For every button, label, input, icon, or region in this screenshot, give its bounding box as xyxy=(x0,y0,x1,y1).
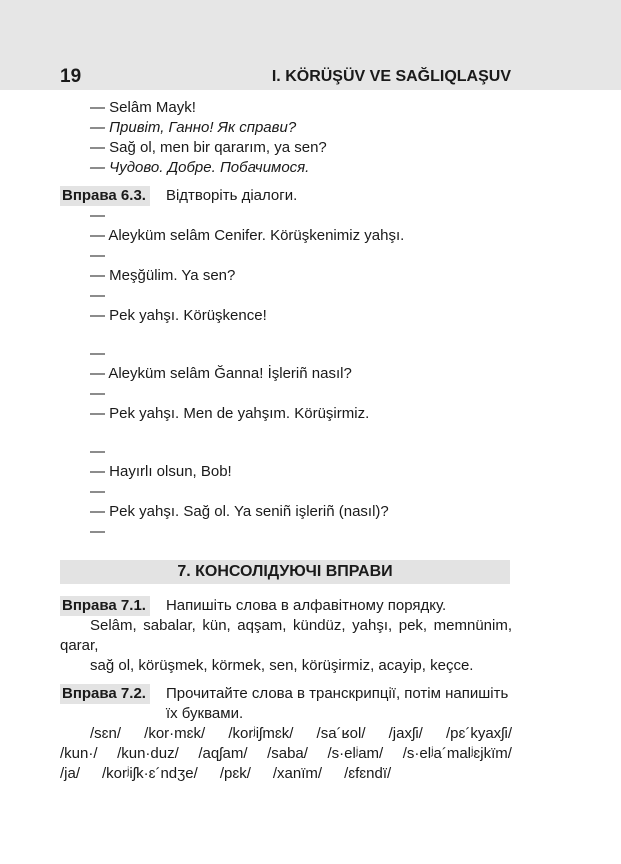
transcription-item: /xanïm/ xyxy=(272,765,323,782)
exercise-label: Вправа 7.2. xyxy=(60,684,150,704)
transcription-row xyxy=(60,764,512,784)
dialog-line: — Sağ ol, men bir qararım, ya sen? xyxy=(90,139,327,156)
dialog-line: — xyxy=(90,287,105,304)
transcription-row xyxy=(60,744,512,764)
word-list: sağ ol, körüşmek, körmek, sen, körüşirmiz, acayip, keçce. xyxy=(90,657,474,674)
dialog-line: — Pek yahşı. Sağ ol. Ya seniñ işleriñ (nasıl)? xyxy=(90,503,389,520)
exercise-instruction: Прочитайте слова в транскрипції, потім напишіть їх буквами. xyxy=(165,685,509,722)
dialog-line: — Meşğülim. Ya sen? xyxy=(90,267,236,284)
transcription-item: /kun·/ xyxy=(60,745,98,762)
dialog-line: — Selâm Mayk! xyxy=(90,99,196,116)
exercise-7-2-header xyxy=(60,684,512,724)
transcription-item: /pɛ´kyaxʃi/ xyxy=(445,725,512,742)
dialog-line: — Aleyküm selâm Ğanna! İşleriñ nasıl? xyxy=(90,365,352,382)
dialog-line: — xyxy=(90,345,105,362)
dialog-line-translation: — Чудово. Добре. Побачимося. xyxy=(90,159,310,176)
transcription-item: /s·elʲam/ xyxy=(327,745,384,762)
transcription-item: /korʲiʃmɛk/ xyxy=(228,725,294,742)
dialog-line: — xyxy=(90,483,105,500)
transcription-row xyxy=(60,724,512,744)
dialog-line: — Aleyküm selâm Cenifer. Körüşkenimiz yahşı. xyxy=(90,227,405,244)
transcription-item: /ɛfɛndï/ xyxy=(344,765,392,782)
exercise-6-3-dialog-1 xyxy=(60,206,512,326)
transcription-item: /saba/ xyxy=(267,745,308,762)
transcription-item: /kun·duz/ xyxy=(117,745,179,762)
intro-dialog xyxy=(60,98,512,178)
dialog-line: — Hayırlı olsun, Bob! xyxy=(90,463,232,480)
exercise-instruction: Напишіть слова в алфавітному порядку. xyxy=(165,597,447,614)
exercise-instruction: Відтворіть діалоги. xyxy=(165,187,298,204)
dialog-line: — Pek yahşı. Körüşkence! xyxy=(90,307,267,324)
chapter-title: I. KÖRÜŞÜV VE SAĞLIQLAŞUV xyxy=(271,68,511,85)
page-content xyxy=(60,98,512,784)
transcription-item: /sɛn/ xyxy=(90,725,122,742)
transcription-item: /aqʃam/ xyxy=(198,745,248,762)
transcription-item: /korʲiʃk·ɛ´ndʒe/ xyxy=(102,765,198,782)
exercise-7-1-header xyxy=(60,596,512,616)
dialog-line: — xyxy=(90,207,105,224)
transcription-item: /jaxʃi/ xyxy=(388,725,423,742)
dialog-line: — xyxy=(90,523,105,540)
exercise-6-3-dialog-2 xyxy=(60,344,512,424)
exercise-label: Вправа 6.3. xyxy=(60,186,150,206)
word-list: Selâm, sabalar, kün, aqşam, kündüz, yahşı, pek, memnünim, qarar, xyxy=(60,617,512,654)
dialog-line-translation: — Привіт, Ганно! Як справи? xyxy=(90,119,297,136)
exercise-6-3-dialog-3 xyxy=(60,442,512,542)
transcription-item: /ja/ xyxy=(60,765,81,782)
dialog-line: — xyxy=(90,443,105,460)
exercise-label: Вправа 7.1. xyxy=(60,596,150,616)
dialog-line: — xyxy=(90,385,105,402)
transcription-item: /sa´ʁol/ xyxy=(316,725,366,742)
transcription-item: /kor·mɛk/ xyxy=(144,725,206,742)
section-heading: 7. КОНСОЛІДУЮЧІ ВПРАВИ xyxy=(60,560,510,584)
dialog-line: — xyxy=(90,247,105,264)
page-header xyxy=(0,0,621,90)
page-number: 19 xyxy=(60,66,82,87)
exercise-6-3-header xyxy=(60,186,512,206)
dialog-line: — Pek yahşı. Men de yahşım. Körüşirmiz. xyxy=(90,405,370,422)
transcription-item: /pɛk/ xyxy=(219,765,251,782)
transcription-item: /s·elʲa´malʲɛjkïm/ xyxy=(402,745,512,762)
